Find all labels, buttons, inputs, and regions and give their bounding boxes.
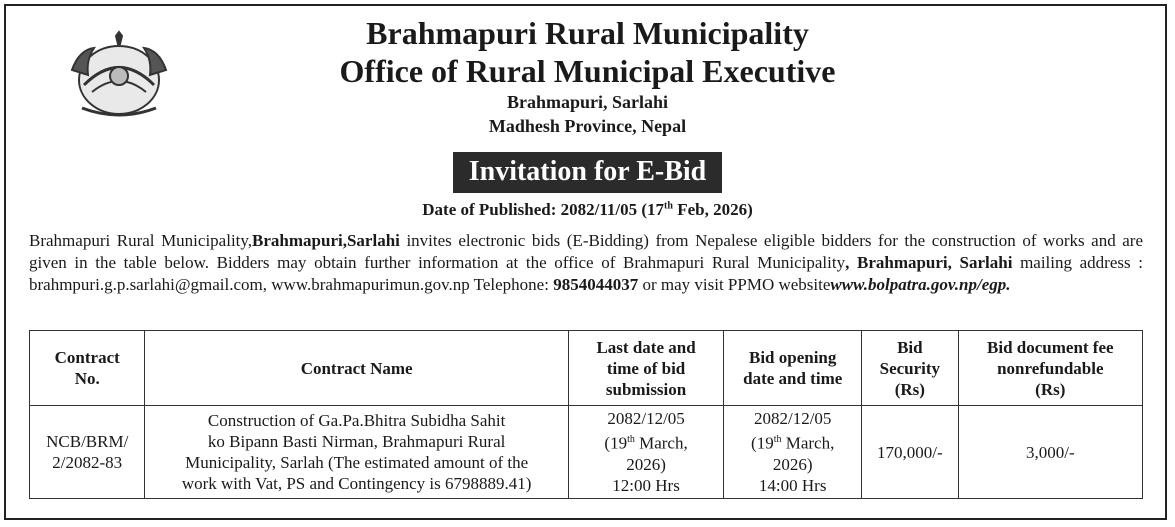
municipality-title: Brahmapuri Rural Municipality (366, 15, 809, 51)
header-contract-name: Contract Name (145, 331, 568, 406)
cell-contract-no: NCB/BRM/ 2/2082-83 (30, 406, 145, 499)
cell-opening-date: 2082/12/05 (19th March, 2026) 14:00 Hrs (724, 406, 862, 499)
header-opening-date: Bid opening date and time (724, 331, 862, 406)
notice-title-banner: Invitation for E-Bid (453, 152, 723, 193)
header-last-date: Last date and time of bid submission (568, 331, 723, 406)
office-title: Office of Rural Municipal Executive (339, 53, 836, 89)
bid-table (29, 330, 1143, 499)
table-row (30, 406, 1143, 499)
published-date: Date of Published: 2082/11/05 (17th Feb, 2026) (422, 200, 753, 219)
header-contract-no: Contract No. (30, 331, 145, 406)
cell-last-date: 2082/12/05 (19th March, 2026) 12:00 Hrs (568, 406, 723, 499)
table-header-row (30, 331, 1143, 406)
notice-body: Brahmapuri Rural Municipality,Brahmapuri,Sarlahi invites electronic bids (E-Bidding) from Nepalese eligible bidders for the construction of works and are given in the table below. Bidders may obtain further information at the office of Brahmapuri Rural Municipality, Brahmapuri, Sarlahi mailing address : brahmpuri.g.p.sarlahi@gmail.com, www.brahmapurimun.gov.np Telephone: 9854044037 or may visit PPMO websitewww.bolpatra.gov.np/egp. (29, 231, 1143, 294)
cell-document-fee: 3,000/- (958, 406, 1142, 499)
ppmo-website-link[interactable]: www.bolpatra.gov.np/egp. (830, 275, 1011, 294)
cell-contract-name: Construction of Ga.Pa.Bhitra Subidha Sahit ko Bipann Basti Nirman, Brahmapuri Rural Municipality, Sarlah (The estimated amount of the work with Vat, PS and Contingency is 6798889.41) (145, 406, 568, 499)
header-bid-security: Bid Security (Rs) (862, 331, 958, 406)
telephone-number: 9854044037 (553, 275, 639, 294)
address-line-1: Brahmapuri, Sarlahi (506, 92, 669, 112)
address-line-2: Madhesh Province, Nepal (488, 116, 687, 136)
header-document-fee: Bid document fee nonrefundable (Rs) (958, 331, 1142, 406)
cell-bid-security: 170,000/- (862, 406, 958, 499)
notice-header (0, 14, 1175, 138)
